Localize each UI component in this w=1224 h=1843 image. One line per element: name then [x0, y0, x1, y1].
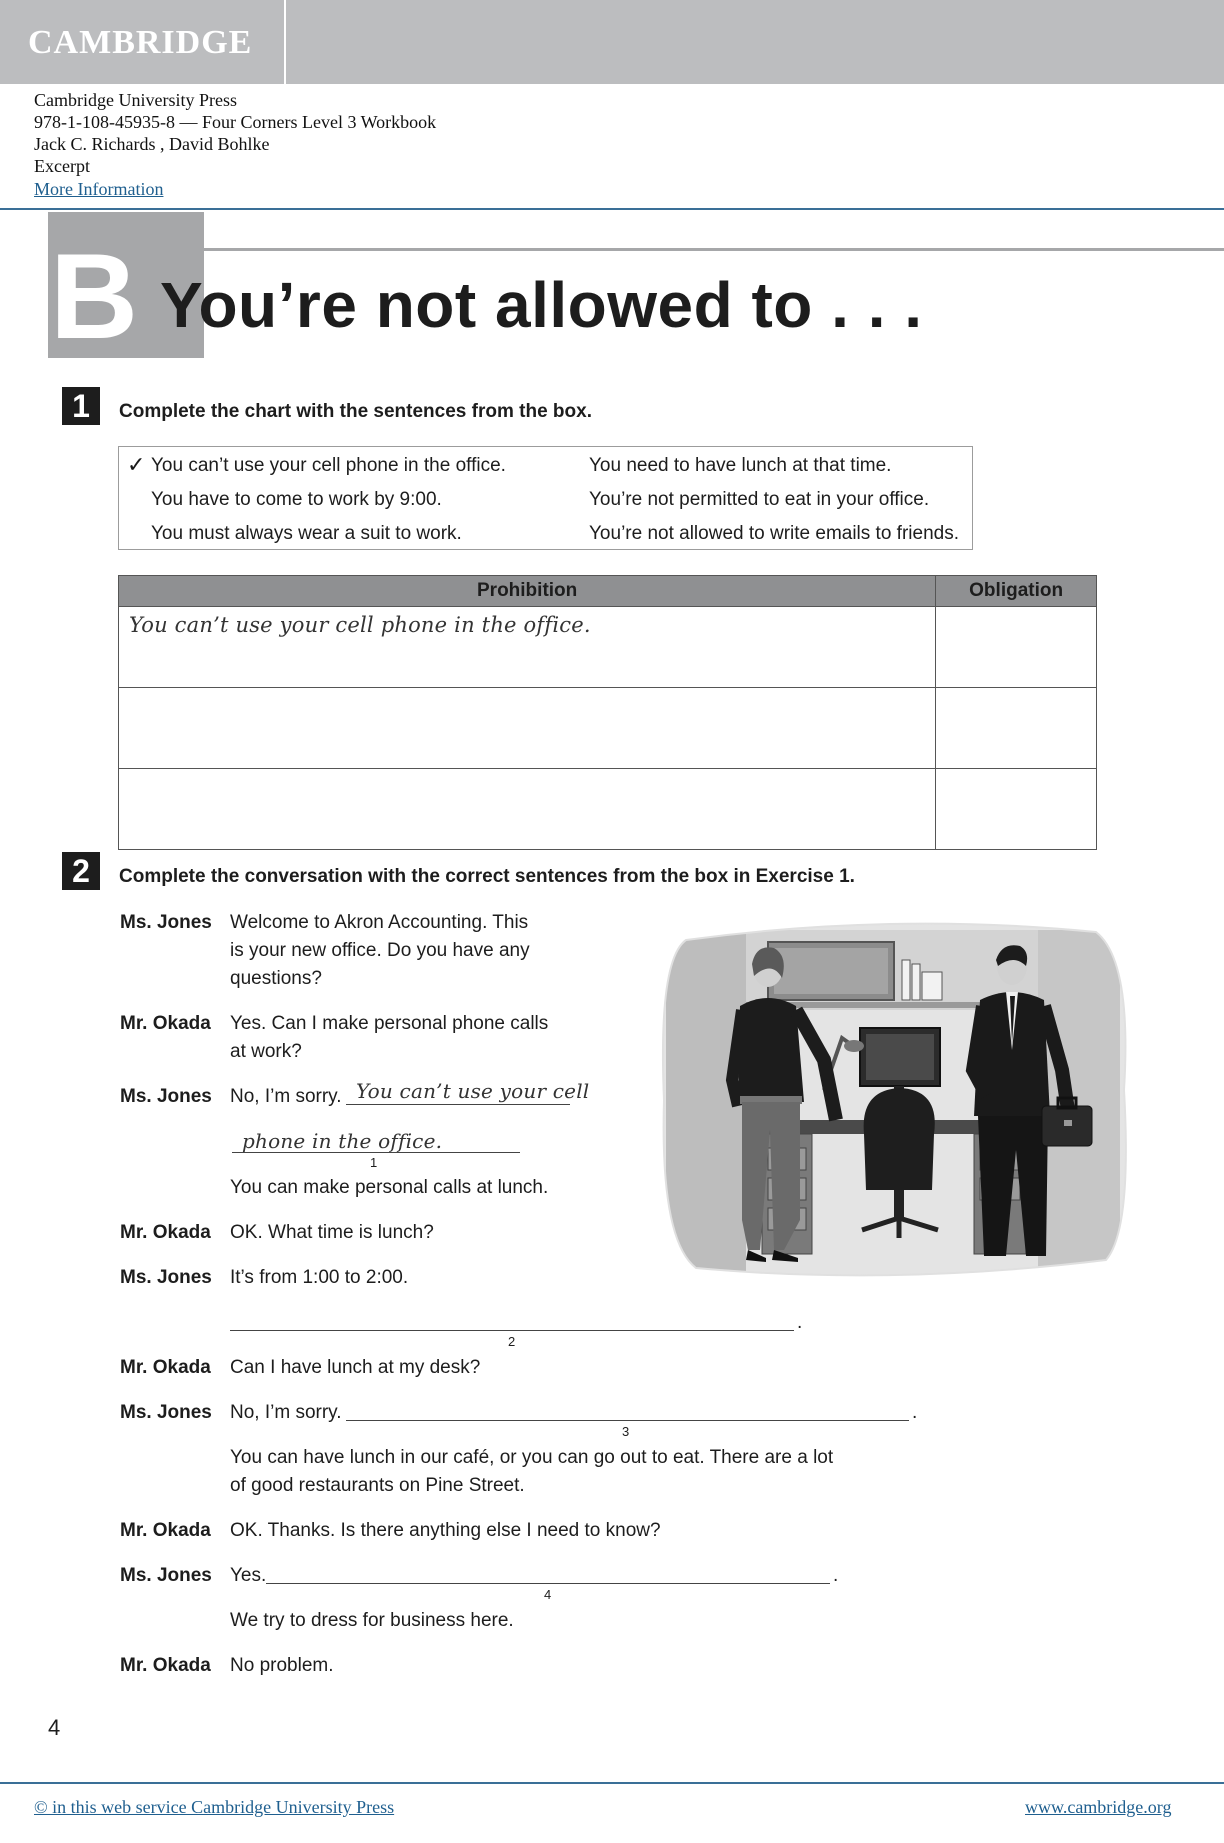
excerpt-line: Excerpt — [34, 156, 90, 176]
answer-blank[interactable] — [230, 1330, 794, 1331]
dialogue-line: No problem. — [230, 1655, 334, 1676]
office-illustration — [656, 920, 1128, 1278]
exercise-2-instruction: Complete the conversation with the correct sentences from the box in Exercise 1. — [119, 866, 855, 887]
copyright-link[interactable]: © in this web service Cambridge University Press — [34, 1797, 395, 1817]
exercise-1-number: 1 — [62, 387, 100, 425]
chart-cell[interactable] — [936, 607, 1097, 688]
answer-blank[interactable] — [346, 1104, 570, 1105]
dialogue-line: questions? — [230, 968, 322, 989]
answer-blank[interactable] — [346, 1420, 909, 1421]
speaker-label: Mr. Okada — [120, 1222, 211, 1243]
prohibition-header: Prohibition — [119, 576, 936, 607]
title-rule — [204, 248, 1224, 251]
exercise-2-number: 2 — [62, 852, 100, 890]
box-sentence: You’re not permitted to eat in your office. — [589, 489, 930, 510]
box-sentence: You have to come to work by 9:00. — [151, 489, 442, 510]
dialogue-line: Welcome to Akron Accounting. This — [230, 912, 529, 933]
authors-line: Jack C. Richards , David Bohlke — [34, 134, 270, 154]
chart-cell[interactable] — [936, 688, 1097, 769]
isbn-line: 978-1-108-45935-8 — Four Corners Level 3 Workbook — [34, 112, 437, 132]
blank-number: 4 — [544, 1587, 552, 1602]
speaker-label: Ms. Jones — [120, 1267, 212, 1288]
check-mark-icon: ✓ — [127, 452, 146, 477]
answer-blank[interactable] — [266, 1583, 830, 1584]
speaker-label: Mr. Okada — [120, 1013, 211, 1034]
lesson-letter: B — [50, 228, 139, 364]
more-information-link[interactable]: More Information — [34, 179, 164, 199]
box-sentence: You need to have lunch at that time. — [589, 455, 892, 476]
obligation-header: Obligation — [936, 576, 1097, 607]
box-sentence: You must always wear a suit to work. — [151, 523, 462, 544]
dialogue-line: It’s from 1:00 to 2:00. — [230, 1267, 409, 1288]
box-sentence: You’re not allowed to write emails to friends. — [589, 523, 959, 544]
dialogue-line: Can I have lunch at my desk? — [230, 1357, 481, 1378]
speaker-label: Ms. Jones — [120, 912, 212, 933]
answer-blank[interactable] — [232, 1152, 520, 1153]
period: . — [833, 1565, 839, 1586]
example-answer: You can’t use your cell phone in the office. — [129, 613, 591, 637]
speaker-label: Ms. Jones — [120, 1086, 212, 1107]
footer-divider — [0, 1782, 1224, 1784]
publisher-line: Cambridge University Press — [34, 90, 237, 110]
chart-cell[interactable] — [119, 607, 936, 688]
example-answer: You can’t use your cell — [356, 1079, 590, 1103]
dialogue-line: No, I’m sorry. — [230, 1086, 342, 1107]
exercise-1-instruction: Complete the chart with the sentences from the box. — [119, 401, 592, 422]
box-sentence: You can’t use your cell phone in the office. — [151, 455, 506, 476]
speaker-label: Mr. Okada — [120, 1655, 211, 1676]
header-divider — [0, 208, 1224, 210]
dialogue-line: OK. Thanks. Is there anything else I need to know? — [230, 1520, 661, 1541]
example-answer: phone in the office. — [242, 1129, 443, 1153]
dialogue-line: Yes. Can I make personal phone calls — [230, 1013, 549, 1034]
chart-cell[interactable] — [119, 688, 936, 769]
dialogue-line: No, I’m sorry. — [230, 1402, 342, 1423]
dialogue-line: at work? — [230, 1041, 302, 1062]
blank-number: 2 — [508, 1334, 516, 1349]
dialogue-line: We try to dress for business here. — [230, 1610, 514, 1631]
speaker-label: Mr. Okada — [120, 1357, 211, 1378]
lesson-title: You’re not allowed to . . . — [160, 269, 923, 341]
blank-number: 3 — [622, 1424, 630, 1439]
dialogue-line: You can have lunch in our café, or you can go out to eat. There are a lot — [230, 1447, 834, 1468]
chart-cell[interactable] — [936, 769, 1097, 850]
cambridge-logo: CAMBRIDGE — [28, 24, 253, 61]
prohibition-obligation-chart — [118, 575, 1097, 850]
dialogue-line: is your new office. Do you have any — [230, 940, 530, 961]
website-link[interactable]: www.cambridge.org — [1025, 1797, 1172, 1817]
speaker-label: Ms. Jones — [120, 1565, 212, 1586]
blank-number: 1 — [370, 1155, 378, 1170]
page-number: 4 — [48, 1715, 61, 1740]
chart-cell[interactable] — [119, 769, 936, 850]
period: . — [912, 1402, 918, 1423]
dialogue-line: of good restaurants on Pine Street. — [230, 1475, 525, 1496]
dialogue-line: OK. What time is lunch? — [230, 1222, 434, 1243]
dialogue-line: You can make personal calls at lunch. — [230, 1177, 549, 1198]
speaker-label: Mr. Okada — [120, 1520, 211, 1541]
speaker-label: Ms. Jones — [120, 1402, 212, 1423]
period: . — [797, 1312, 803, 1333]
dialogue-line: Yes. — [230, 1565, 267, 1586]
